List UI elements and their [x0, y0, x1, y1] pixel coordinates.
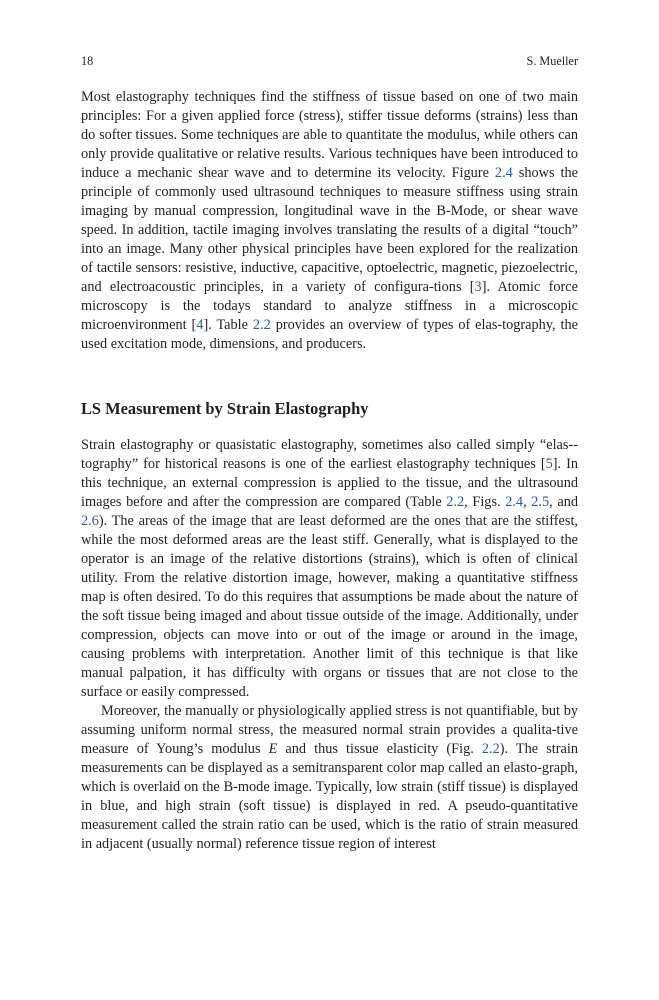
paragraph-strain-elastography	[81, 436, 578, 702]
variable-e: E	[268, 741, 278, 757]
citation-link[interactable]: 4	[196, 317, 204, 333]
text-run: ). The areas of the image that are least deformed are the ones that are the stiffest, while the most deformed areas are the least stiff. Generally, what is displayed to the operator is an image of the relative distortions (strains), which is often of clinical utility. From the relative distortion image, however, making a quantitative stiffness map is often desired. To do this requires that assumptions be made about the nature of the soft tissue being imaged and about tissue outside of the image. Additionally, under compression, objects can move into or out of the image or around in the image, causing problems with interpretation. Another limit of this technique is that like manual palpation, it has difficulty with organs or tissues that are not close to the surface or easily compressed.	[81, 513, 578, 700]
paragraph-strain-measure	[81, 702, 578, 854]
section-heading: LS Measurement by Strain Elastography	[81, 399, 369, 418]
text-run: ]. Atomic force microscopy is the todays standard to analyze stiffness in a microscopic microenvironment [	[81, 279, 578, 333]
text-run: shows the principle of commonly used ultrasound techniques to measure stiffness using strain imaging by manual compression, longitudinal wave in the B-Mode, or shear wave speed. In addition, tactile imaging involves translating the results of a digital “touch” into an image. Many other physical principles have been explored for the realization of tactile sensors: resistive, inductive, capacitive, optoelectric, magnetic, piezoelectric, and electroacoustic principles, in a variety of configura-tions [	[81, 165, 578, 295]
figure-reference-link[interactable]: 2.5	[531, 494, 550, 510]
text-run: ,	[523, 494, 532, 510]
text-run: ). The strain measurements can be displayed as a semitransparent color map called an elasto-graph, which is overlaid on the B-mode image. Typically, low strain (stiff tissue) is displayed in blue, and high strain (soft tissue) is displayed in red. A pseudo-quantitative measurement called the strain ratio can be used, which is the ratio of strain measured in adjacent (usually normal) reference tissue region of interest	[81, 741, 578, 852]
text-run: , Figs.	[464, 494, 506, 510]
figure-reference-link[interactable]: 2.4	[494, 165, 513, 181]
body-text	[81, 88, 578, 854]
text-run: Moreover, the manually or physiologically applied stress is not quantifiable, but by assuming uniform normal stress, the measured normal strain provides a qualita-tive measure of Young’s modulus	[81, 703, 578, 757]
table-reference-link[interactable]: 2.2	[446, 494, 465, 510]
citation-link[interactable]: 5	[545, 456, 553, 472]
table-reference-link[interactable]: 2.2	[252, 317, 271, 333]
page-number: 18	[81, 54, 94, 68]
text-run: , and	[549, 494, 578, 510]
text-run: Most elastography techniques find the stiffness of tissue based on one of two main principles: For a given applied force (stress), stiffer tissue deforms (strains) less than do softer tissues. Some techniques are able to quantitate the modulus, while others can only provide qualitative or relative results. Various techniques have been introduced to induce a mechanic shear wave and to determine its velocity. Figure	[81, 89, 578, 181]
paragraph-intro	[81, 88, 578, 354]
running-head-author: S. Mueller	[526, 54, 578, 68]
text-run: provides an overview of types of elas-tography, the used excitation mode, dimensions, and producers.	[81, 317, 578, 352]
text-run: ]. In this technique, an external compression is applied to the tissue, and the ultrasound images before and after the compression are compared (Table	[81, 456, 579, 510]
text-run: and thus tissue elasticity (Fig.	[277, 741, 482, 757]
figure-reference-link[interactable]: 2.4	[505, 494, 524, 510]
figure-reference-link[interactable]: 2.6	[81, 513, 99, 529]
figure-reference-link[interactable]: 2.2	[481, 741, 500, 757]
citation-link[interactable]: 3	[474, 279, 482, 295]
text-run: ]. Table	[203, 317, 253, 333]
running-head	[81, 53, 578, 69]
text-run: Strain elastography or quasistatic elastography, sometimes also called simply “elas-tography” for historical reasons is one of the earliest elastography techniques [	[81, 437, 578, 472]
